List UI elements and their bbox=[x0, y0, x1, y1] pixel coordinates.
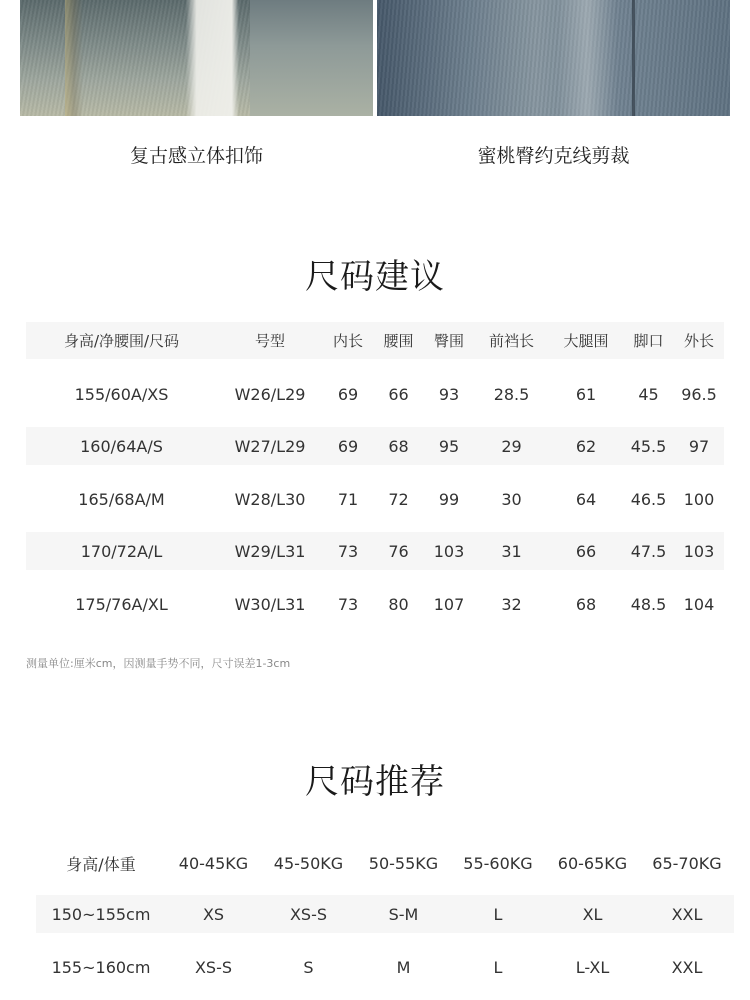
table-cell: 107 bbox=[433, 594, 465, 614]
table-cell: L bbox=[493, 957, 503, 977]
table-cell: 170/72A/L bbox=[80, 541, 163, 561]
header-cell: 外长 bbox=[683, 332, 714, 350]
table-cell: 68 bbox=[388, 436, 409, 456]
table-cell: 104 bbox=[683, 594, 715, 614]
header-cell: 45-50KG bbox=[273, 853, 344, 873]
table-cell: W26/L29 bbox=[234, 384, 306, 404]
product-photo-left bbox=[20, 0, 373, 116]
table-cell: 160/64A/S bbox=[80, 436, 163, 456]
table-header-row bbox=[36, 843, 734, 883]
table-cell: XL bbox=[582, 904, 603, 924]
table-cell: 32 bbox=[501, 594, 522, 614]
table-cell: 62 bbox=[575, 436, 597, 456]
table-cell: 66 bbox=[388, 384, 409, 404]
table-cell: 71 bbox=[337, 489, 359, 509]
table-cell: 100 bbox=[683, 489, 715, 509]
table-cell: 165/68A/M bbox=[78, 489, 165, 509]
header-cell: 身高/体重 bbox=[66, 854, 136, 874]
photo-caption-right: 蜜桃臀约克线剪裁 bbox=[477, 145, 630, 167]
table-cell: 103 bbox=[683, 541, 715, 561]
table-row bbox=[36, 948, 734, 986]
table-cell: W27/L29 bbox=[234, 436, 306, 456]
table-cell: 31 bbox=[501, 541, 522, 561]
photo-caption-left: 复古感立体扣饰 bbox=[129, 145, 263, 167]
table-row bbox=[26, 375, 724, 413]
header-cell: 40-45KG bbox=[178, 853, 249, 873]
table-cell: 68 bbox=[575, 594, 597, 614]
table-row bbox=[26, 480, 724, 518]
table-cell: 96.5 bbox=[681, 384, 717, 404]
header-cell: 脚口 bbox=[633, 332, 664, 350]
table-cell: 95 bbox=[438, 436, 460, 456]
table-cell: 103 bbox=[433, 541, 465, 561]
table-cell: 48.5 bbox=[630, 594, 667, 614]
table-cell: 46.5 bbox=[630, 489, 667, 509]
table-cell: 150~155cm bbox=[51, 904, 151, 924]
table-cell: L bbox=[493, 904, 503, 924]
table-cell: XS-S bbox=[194, 957, 233, 977]
header-cell: 身高/净腰围/尺码 bbox=[63, 332, 180, 350]
table-cell: 30 bbox=[501, 489, 522, 509]
header-cell: 臀围 bbox=[433, 332, 464, 350]
table-cell: 28.5 bbox=[493, 384, 530, 404]
table-cell: L-XL bbox=[575, 957, 610, 977]
table-cell: XS bbox=[202, 904, 225, 924]
table-cell: 93 bbox=[438, 384, 460, 404]
size-advice-title: 尺码建议 bbox=[305, 257, 445, 297]
header-cell: 55-60KG bbox=[463, 853, 533, 873]
table-cell: 66 bbox=[575, 541, 597, 561]
table-cell: 99 bbox=[438, 489, 460, 509]
table-cell: 73 bbox=[337, 594, 359, 614]
table-cell: W30/L31 bbox=[234, 594, 306, 614]
table-cell: 64 bbox=[575, 489, 597, 509]
table-cell: XXL bbox=[671, 957, 703, 977]
header-cell: 60-65KG bbox=[557, 853, 628, 873]
header-cell: 前裆长 bbox=[488, 332, 534, 350]
table-cell: W29/L31 bbox=[234, 541, 306, 561]
table-cell: 47.5 bbox=[630, 541, 667, 561]
table-cell: 69 bbox=[337, 436, 359, 456]
table-cell: 69 bbox=[337, 384, 359, 404]
table-cell: 72 bbox=[388, 489, 409, 509]
table-cell: S bbox=[303, 957, 314, 977]
measurement-note: 测量单位:厘米cm，因测量手势不同，尺寸误差1-3cm bbox=[26, 657, 291, 670]
header-cell: 50-55KG bbox=[368, 853, 439, 873]
table-cell: M bbox=[396, 957, 411, 977]
header-cell: 腰围 bbox=[383, 332, 414, 350]
table-header-row bbox=[26, 322, 724, 359]
header-cell: 大腿围 bbox=[563, 332, 609, 350]
table-cell: 155~160cm bbox=[51, 957, 151, 977]
table-cell: 97 bbox=[688, 436, 710, 456]
table-cell: XS-S bbox=[289, 904, 328, 924]
header-cell: 65-70KG bbox=[652, 853, 722, 873]
size-recommend-title: 尺码推荐 bbox=[305, 762, 445, 802]
header-cell: 号型 bbox=[254, 332, 285, 350]
table-cell: 76 bbox=[388, 541, 409, 561]
header-cell: 内长 bbox=[332, 332, 363, 350]
table-cell: 29 bbox=[501, 436, 522, 456]
table-row bbox=[36, 895, 734, 933]
table-cell: S-M bbox=[388, 904, 419, 924]
table-cell: 73 bbox=[337, 541, 359, 561]
table-cell: 45 bbox=[638, 384, 659, 404]
table-row bbox=[26, 427, 724, 465]
table-cell: 175/76A/XL bbox=[75, 594, 168, 614]
table-cell: 45.5 bbox=[630, 436, 667, 456]
table-cell: 61 bbox=[575, 384, 597, 404]
table-cell: 80 bbox=[388, 594, 409, 614]
table-row bbox=[26, 585, 724, 623]
table-cell: W28/L30 bbox=[234, 489, 306, 509]
table-cell: 155/60A/XS bbox=[74, 384, 169, 404]
table-cell: XXL bbox=[671, 904, 703, 924]
product-photo-right bbox=[377, 0, 730, 116]
table-row bbox=[26, 532, 724, 570]
